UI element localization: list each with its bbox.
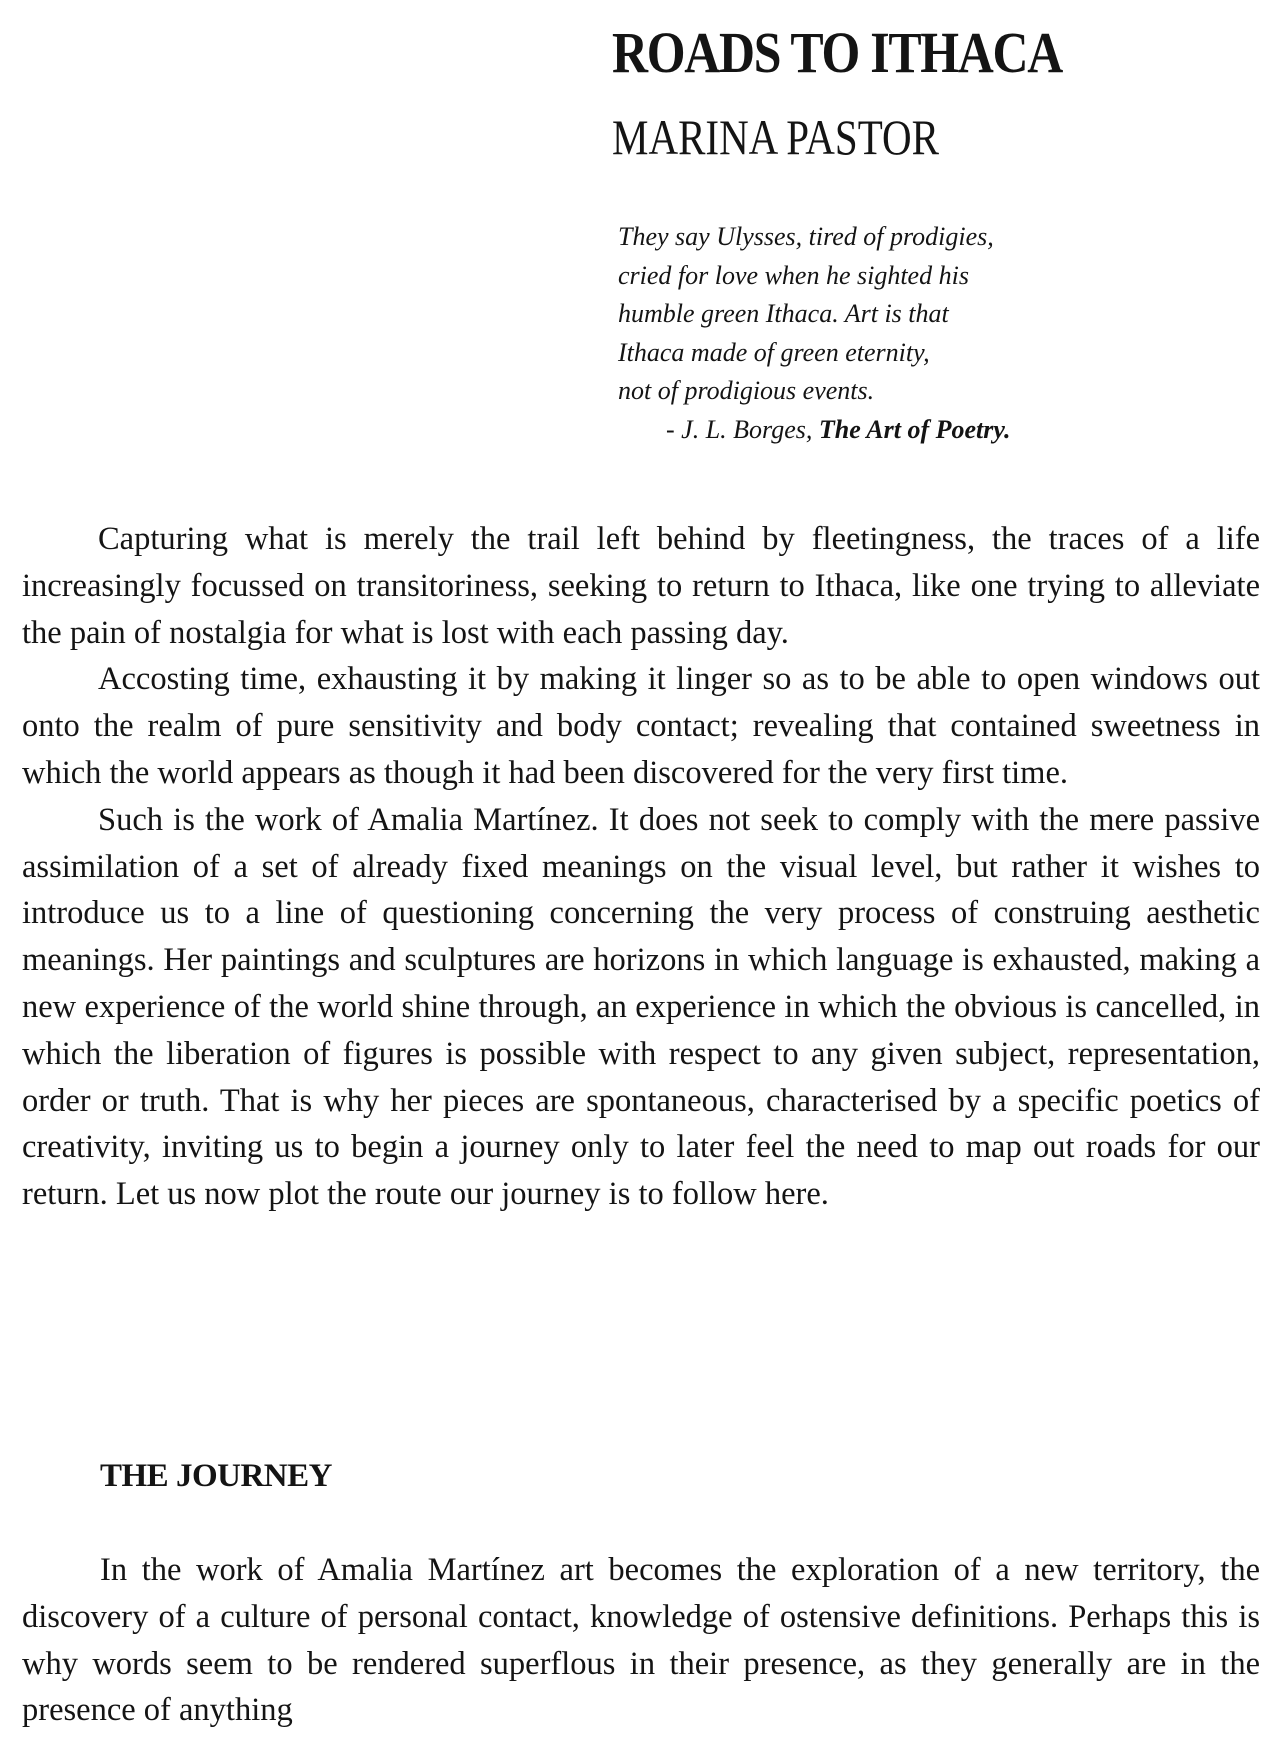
page-title: ROADS TO ITHACA [612, 20, 1063, 85]
paragraph: Capturing what is merely the trail left behind by fleetingness, the traces of a life increasingly focussed on transitoriness, seeking to return to Ithaca, like one trying to alleviate the pain of nostalgia for what is lost with each passing day. [22, 521, 1260, 651]
section-heading: THE JOURNEY [100, 1458, 332, 1494]
attribution-author: - J. L. Borges, [666, 414, 819, 444]
epigraph-line: not of prodigious events. [618, 376, 875, 405]
attribution-work-title: The Art of Poetry. [818, 414, 1011, 444]
epigraph-line: humble green Ithaca. Art is that [618, 299, 949, 328]
paragraph: In the work of Amalia Martínez art becomes the exploration of a new territory, the discovery of a culture of personal contact, knowledge of ostensive definitions. Perhaps this is why words seem to be rendered superflous in their presence, as they generally are in the presence of anything [22, 1552, 1260, 1729]
paragraph: Such is the work of Amalia Martínez. It does not seek to comply with the mere passive assimilation of a set of already fixed meanings on the visual level, but rather it wishes to introduce us to a line of questioning concerning the very process of construing aesthetic meanings. Her paintings and sculptures are horizons in which language is exhausted, making a new experience of the world shine through, an experience in which the obvious is cancelled, in which the liberation of figures is possible with respect to any given subject, representation, order or truth. That is why her pieces are spontaneous, characterised by a specific poetics of creativity, inviting us to begin a journey only to later feel the need to map out roads for our return. Let us now plot the route our journey is to follow here. [22, 801, 1260, 1213]
epigraph [618, 218, 1178, 449]
paragraph: Accosting time, exhausting it by making it linger so as to be able to open windows out onto the realm of pure sensitivity and body contact; revealing that contained sweetness in which the world appears as though it had been discovered for the very first time. [22, 661, 1260, 791]
section-text [22, 1547, 1260, 1734]
epigraph-attribution [618, 411, 1178, 450]
epigraph-line: Ithaca made of green eternity, [618, 337, 930, 367]
epigraph-line: They say Ulysses, tired of prodigies, [618, 222, 994, 251]
intro-text [22, 516, 1260, 1218]
epigraph-line: cried for love when he sighted his [618, 260, 969, 290]
author-name: MARINA PASTOR [612, 109, 939, 165]
